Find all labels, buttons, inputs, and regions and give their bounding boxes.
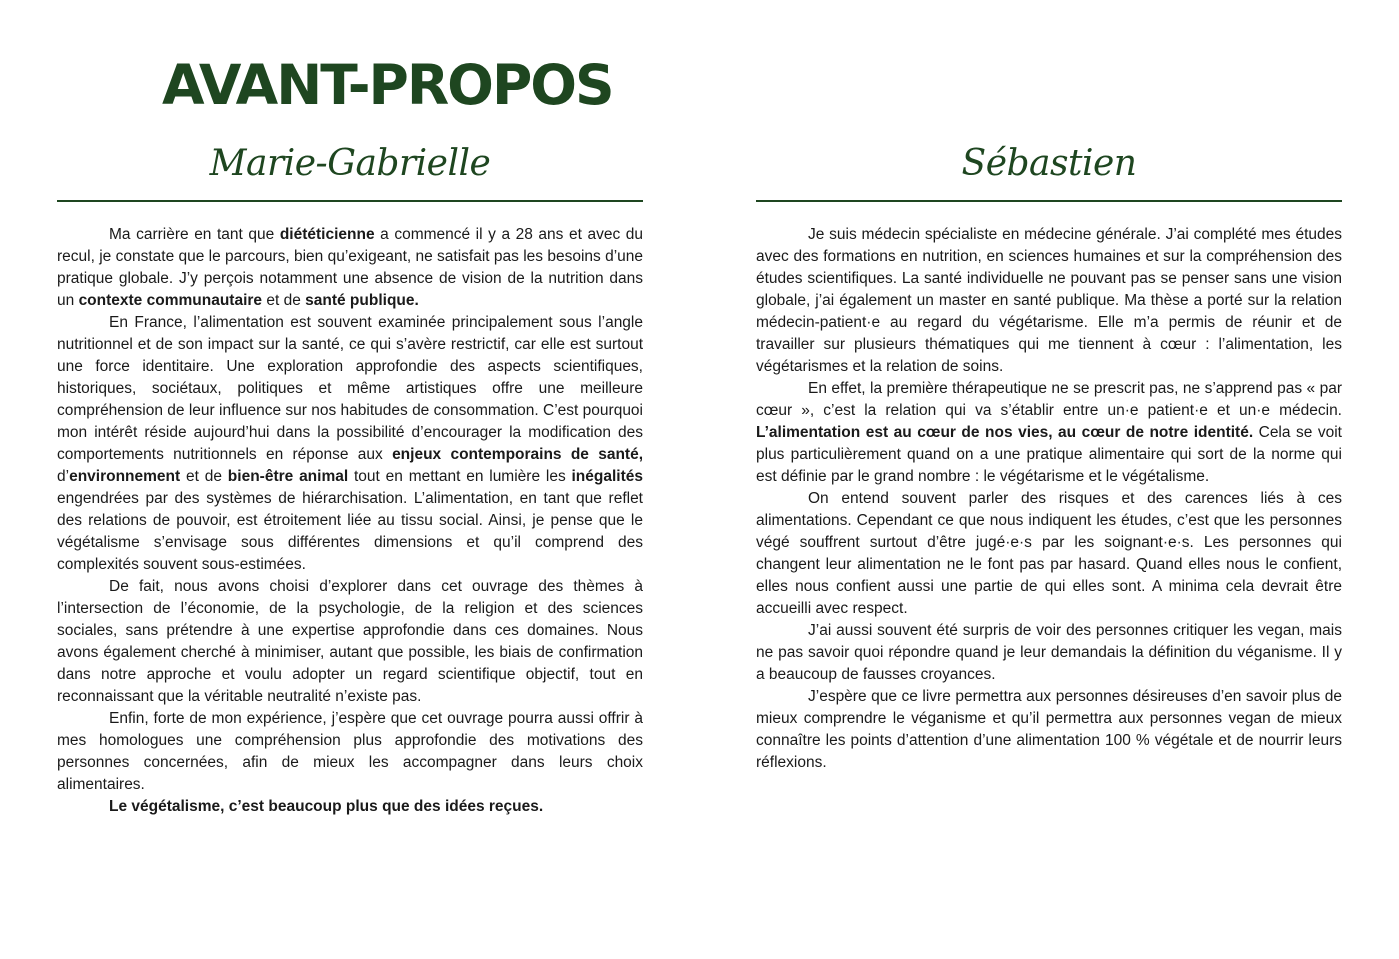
paragraph	[57, 224, 643, 312]
text-run: et de	[180, 468, 228, 485]
text-run: Cela se voit plus particulièrement quand on a une pratique alimentaire qui sort de la norme qui est définie par le grand nombre : le végétarisme et le végétalisme.	[756, 424, 1342, 485]
body-text-left	[57, 224, 643, 818]
paragraph	[57, 708, 643, 796]
paragraph	[756, 224, 1342, 378]
emphasis-text: bien-être animal	[227, 468, 349, 485]
page-title: AVANT-PROPOS	[162, 53, 613, 117]
emphasis-text: contexte communautaire	[78, 292, 263, 309]
text-run: Ma carrière en tant que	[109, 226, 280, 243]
emphasis-text: diététicienne	[279, 226, 375, 243]
author-name-right: Sébastien	[961, 143, 1137, 184]
emphasis-text: environnement	[69, 468, 181, 485]
text-run: Enfin, forte de mon expérience, j’espère que cet ouvrage pourra aussi offrir à mes homologues une compréhension plus approfondie des motivations des personnes concernées, afin de mieux les accompagner dans leurs choix alimentaires.	[57, 710, 643, 793]
text-run: tout en mettant en lumière les	[348, 468, 572, 485]
text-run: J’ai aussi souvent été surpris de voir des personnes critiquer les vegan, mais ne pas savoir quoi répondre quand je leur demandais la définition du véganisme. Il y a beaucoup de fausses croyances.	[756, 622, 1342, 683]
paragraph	[57, 312, 643, 576]
divider-left	[57, 200, 643, 202]
text-run: De fait, nous avons choisi d’explorer dans cet ouvrage des thèmes à l’intersection de l’économie, de la psychologie, de la religion et des sciences sociales, sans prétendre à une expertise approfondie dans ces domaines. Nous avons également cherché à minimiser, autant que possible, les biais de confirmation dans notre approche et voulu adopter un regard scientifique objectif, tout en reconnaissant que la véritable neutralité n’existe pas.	[57, 578, 643, 705]
column-marie-gabrielle	[57, 138, 643, 818]
text-run: En France, l’alimentation est souvent examinée principalement sous l’angle nutritionnel et de son impact sur la santé, ce qui s’avère restrictif, car elle est surtout une force identitaire. Une exploration approfondie des aspects scientifiques, historiques, sociétaux, politiques et même artistiques offre une meilleure compréhension de leur influence sur nos habitudes de consommation. C’est pourquoi mon intérêt réside aujourd’hui dans la possibilité d’encourager la modification des comportements nutritionnels en réponse aux	[57, 314, 643, 463]
emphasis-text: inégalités	[571, 468, 643, 485]
text-run: On entend souvent parler des risques et des carences liés à ces alimentations. Cependant ce que nous indiquent les études, c’est que les personnes végé souffrent surtout d’être jugé·e·s par les soignant·e·s. Les personnes qui changent leur alimentation ne le font pas par hasard. Quand elles nous le confient, elles nous confient aussi une partie de qui elles sont. A minima cela devrait être accueilli avec respect.	[756, 490, 1342, 617]
paragraph	[756, 378, 1342, 488]
emphasis-text: Le végétalisme, c’est beaucoup plus que des idées reçues.	[109, 798, 544, 815]
paragraph	[57, 796, 643, 818]
text-run: d’	[57, 468, 70, 485]
paragraph	[756, 686, 1342, 774]
emphasis-text: enjeux contemporains de santé,	[392, 446, 643, 463]
text-run: En effet, la première thérapeutique ne se prescrit pas, ne s’apprend pas « par cœur », c’est la relation qui va s’établir entre un·e patient·e et un·e médecin.	[756, 380, 1342, 419]
column-sebastien	[756, 138, 1342, 774]
text-run: J’espère que ce livre permettra aux personnes désireuses d’en savoir plus de mieux comprendre le véganisme et qu’il permettra aux personnes vegan de mieux connaître les points d’attention d’une alimentation 100 % végétale et de nourrir leurs réflexions.	[756, 688, 1342, 771]
divider-right	[756, 200, 1342, 202]
text-run: engendrées par des systèmes de hiérarchisation. L’alimentation, en tant que reflet des relations de pouvoir, est étroitement liée au tissu social. Ainsi, je pense que le végétalisme s’envisage sous différentes dimensions et qu’il comprend des complexités souvent sous-estimées.	[57, 490, 643, 573]
text-run: et de	[262, 292, 306, 309]
author-name-left: Marie-Gabrielle	[209, 143, 491, 184]
emphasis-text: santé publique.	[305, 292, 419, 309]
paragraph	[57, 576, 643, 708]
text-run: Je suis médecin spécialiste en médecine générale. J’ai complété mes études avec des formations en nutrition, en sciences humaines et sur la compréhension des études scientifiques. La santé individuelle ne pouvant pas se penser sans une vision globale, j’ai également un master en santé publique. Ma thèse a porté sur la relation médecin-patient·e au regard du végétarisme. Elle m’a permis de réunir et de travailler sur plusieurs thématiques qui me tiennent à cœur : l’alimentation, les végétarismes et la relation de soins.	[756, 226, 1342, 375]
body-text-right	[756, 224, 1342, 774]
emphasis-text: L’alimentation est au cœur de nos vies, au cœur de notre identité.	[756, 424, 1254, 441]
text-run: a commencé il y a 28 ans et avec du recul, je constate que le parcours, bien qu’exigeant, ne satisfait pas les besoins d’une pratique globale. J’y perçois notamment une absence de vision de la nutrition dans un	[57, 226, 643, 309]
paragraph	[756, 488, 1342, 620]
paragraph	[756, 620, 1342, 686]
